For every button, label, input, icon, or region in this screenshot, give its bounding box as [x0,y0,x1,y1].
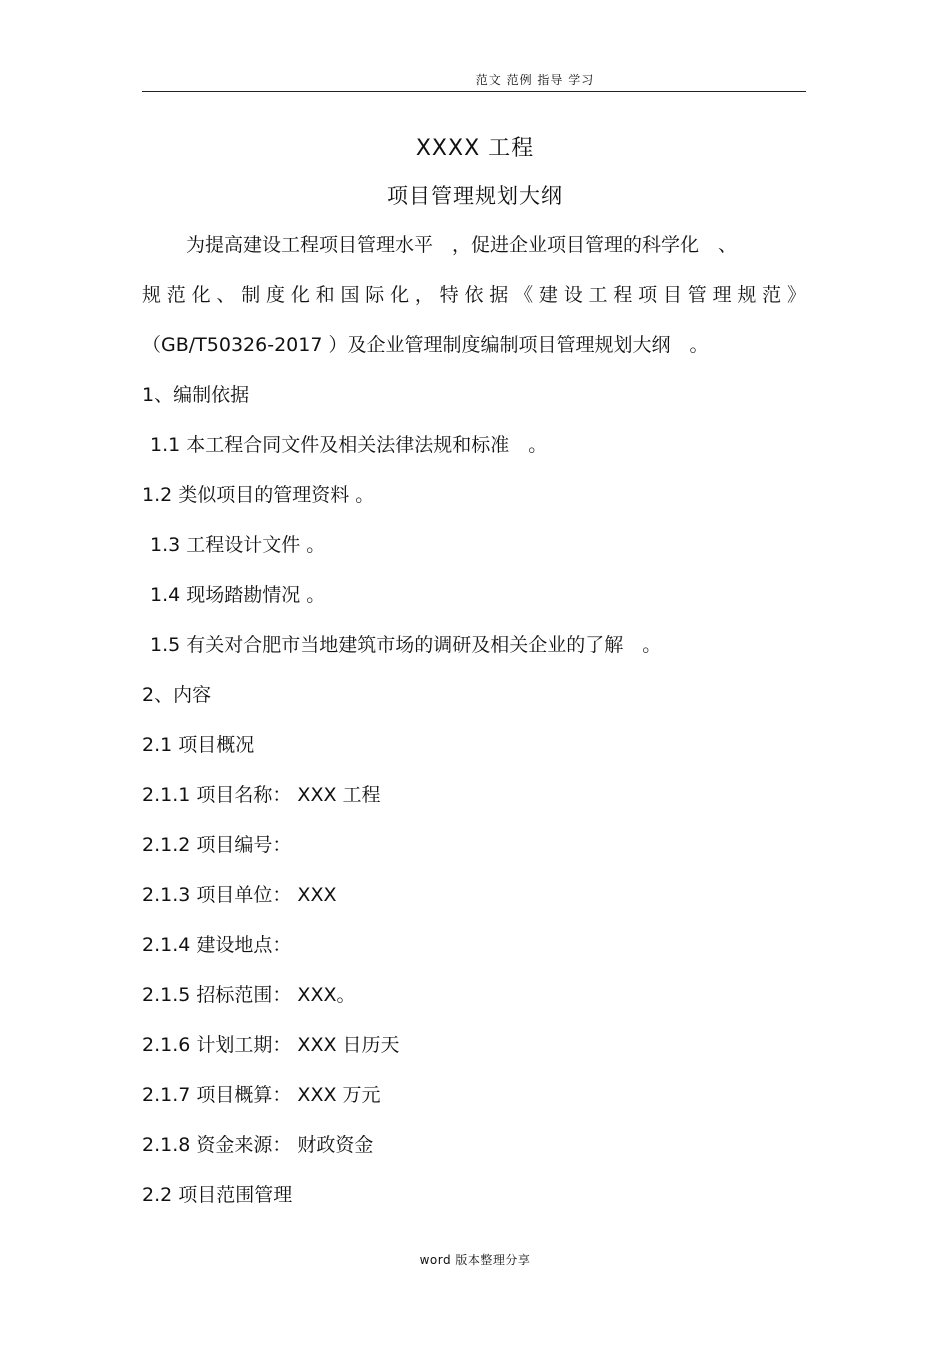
intro-line-2: 规范化、制度化和国际化，特依据《建设工程项目管理规范》 [142,284,806,306]
list-item-2-1-2: 2.1.2 项目编号： [142,834,292,856]
intro-line-1: 为提高建设工程项目管理水平 ，促进企业项目管理的科学化 、 [186,234,738,256]
list-item-2-1-7: 2.1.7 项目概算： XXX 万元 [142,1084,381,1106]
list-item-2-1-5: 2.1.5 招标范围： XXX。 [142,984,356,1006]
header-divider [142,91,806,92]
document-subtitle: 项目管理规划大纲 [387,184,563,208]
page-header: 范文 范例 指导 学习 [475,73,595,87]
subsection-heading-2-2: 2.2 项目范围管理 [142,1184,293,1206]
section-heading-1: 1、编制依据 [142,384,250,406]
list-item-1-3: 1.3 工程设计文件 。 [150,534,326,556]
list-item-1-2: 1.2 类似项目的管理资料 。 [142,484,375,506]
list-item-2-1-3: 2.1.3 项目单位： XXX [142,884,337,906]
document-title: XXXX 工程 [415,136,535,161]
list-item-1-1: 1.1 本工程合同文件及相关法律法规和标准 。 [150,434,548,456]
list-item-2-1-6: 2.1.6 计划工期： XXX 日历天 [142,1034,400,1056]
subsection-heading-2-1: 2.1 项目概况 [142,734,255,756]
intro-line-3: （GB/T50326-2017 ）及企业管理制度编制项目管理规划大纲 。 [142,334,709,356]
list-item-2-1-1: 2.1.1 项目名称： XXX 工程 [142,784,381,806]
list-item-2-1-4: 2.1.4 建设地点： [142,934,292,956]
page-footer: word 版本整理分享 [419,1253,531,1267]
list-item-2-1-8: 2.1.8 资金来源： 财政资金 [142,1134,374,1156]
list-item-1-5: 1.5 有关对合肥市当地建筑市场的调研及相关企业的了解 。 [150,634,662,656]
section-heading-2: 2、内容 [142,684,212,706]
list-item-1-4: 1.4 现场踏勘情况 。 [150,584,326,606]
